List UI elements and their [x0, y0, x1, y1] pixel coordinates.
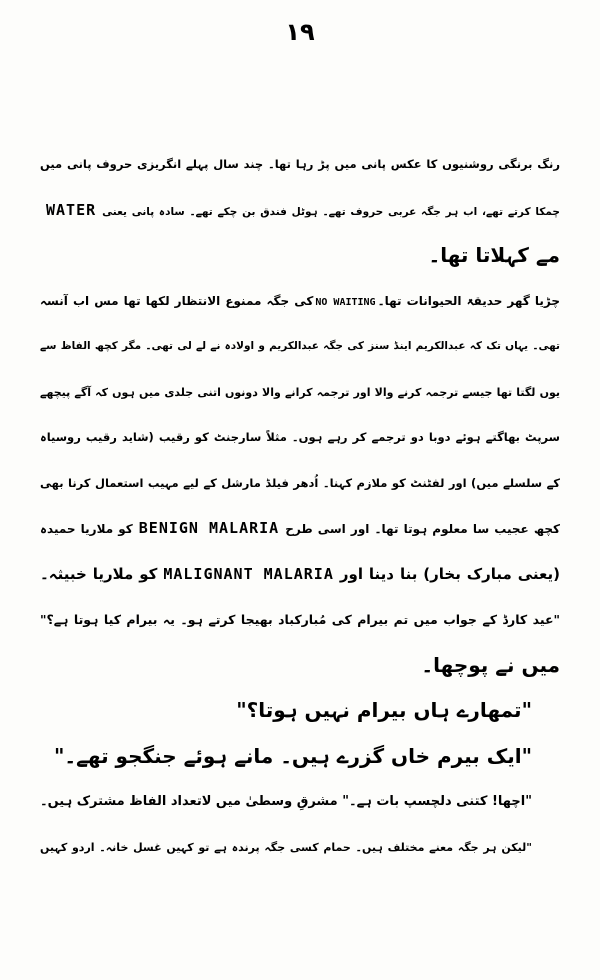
- urdu-body-text: [40, 142, 560, 870]
- text-line-8: کے سلسلے میں) اور لفٹنٹ کو ملازم کہنا۔ اُدھر فیلڈ مارشل کے لیے مہیب استعمال کرنا بھی: [40, 475, 560, 490]
- text-line-5: تھی۔ یہاں تک کہ عبدالکریم اینڈ سنز کی جگہ عبدالکریم و اولادہ نے لے لی تھی۔ مگر کچھ الفاظ سے: [40, 340, 560, 352]
- english-phrase-no-waiting: NO WAITING: [315, 296, 376, 308]
- text-line-9: کچھ عجیب سا معلوم ہوتا تھا۔ اور اسی طرحBENIGN MALARIAکو ملاریا حمیدہ: [40, 506, 560, 552]
- text-line-2: چمکا کرتے تھے، اب ہر جگہ عربی حروف تھے۔ ہوٹل فندق بن چکے تھے۔ سادہ پانی یعنیWATER: [40, 188, 560, 234]
- english-word-water: WATER: [46, 200, 97, 219]
- text-line-1: رنگ برنگی روشنیوں کا عکس پانی میں پڑ رہا تھا۔ چند سال پہلے انگریزی حروف پانی میں: [40, 157, 560, 171]
- text-line-4: چڑیا گھر حدیقۃ الحیوانات تھا۔NO WAITINGکی جگہ ممنوع الانتظار لکھا تھا مس اب آنسہ: [40, 279, 560, 325]
- text-line-3: مے کہلاتا تھا۔: [428, 243, 560, 267]
- text-line-14: "ایک بیرم خاں گزرے ہیں۔ مانے ہوئے جنگجو تھے۔": [54, 743, 532, 768]
- text-line-12: میں نے پوچھا۔: [421, 652, 560, 677]
- text-line-15: "اچھا! کتنی دلچسپ بات ہے۔" مشرقِ وسطیٰ میں لاتعداد الفاظ مشترک ہیں۔: [40, 794, 532, 809]
- english-phrase-benign-malaria: BENIGN MALARIA: [138, 519, 280, 537]
- text-line-10: (یعنی مبارک بخار) بنا دینا اورMALIGNANT MALARIAکو ملاریا خبیثہ۔: [40, 552, 560, 598]
- text-line-11: "عید کارڈ کے جواب میں تم بیرام کی مُبارکباد بھیجا کرتے ہو۔ یہ بیرام کیا ہوتا ہے؟": [40, 612, 560, 627]
- text-line-16: "لیکن ہر جگہ معنے مختلف ہیں۔ حمام کسی جگہ پرندہ ہے تو کہیں غسل خانہ۔ اردو کہیں: [40, 840, 532, 854]
- text-line-13: "تمھارے ہاں بیرام نہیں ہوتا؟": [236, 698, 532, 722]
- text-line-6: یوں لگتا تھا جیسے ترجمہ کرنے والا اور ترجمہ کرانے والا دونوں اتنی جلدی میں ہوں کہ آگے پیچھے: [40, 385, 560, 399]
- page-number: ۱۹: [285, 18, 315, 46]
- text-line-7: سرپٹ بھاگتے ہوئے دوبا دو ترجمے کر رہے ہوں۔ مثلاً سارجنٹ کو رقیب (شاید رقیب روسیاہ: [40, 430, 560, 444]
- english-phrase-malignant-malaria: MALIGNANT MALARIA: [163, 564, 334, 583]
